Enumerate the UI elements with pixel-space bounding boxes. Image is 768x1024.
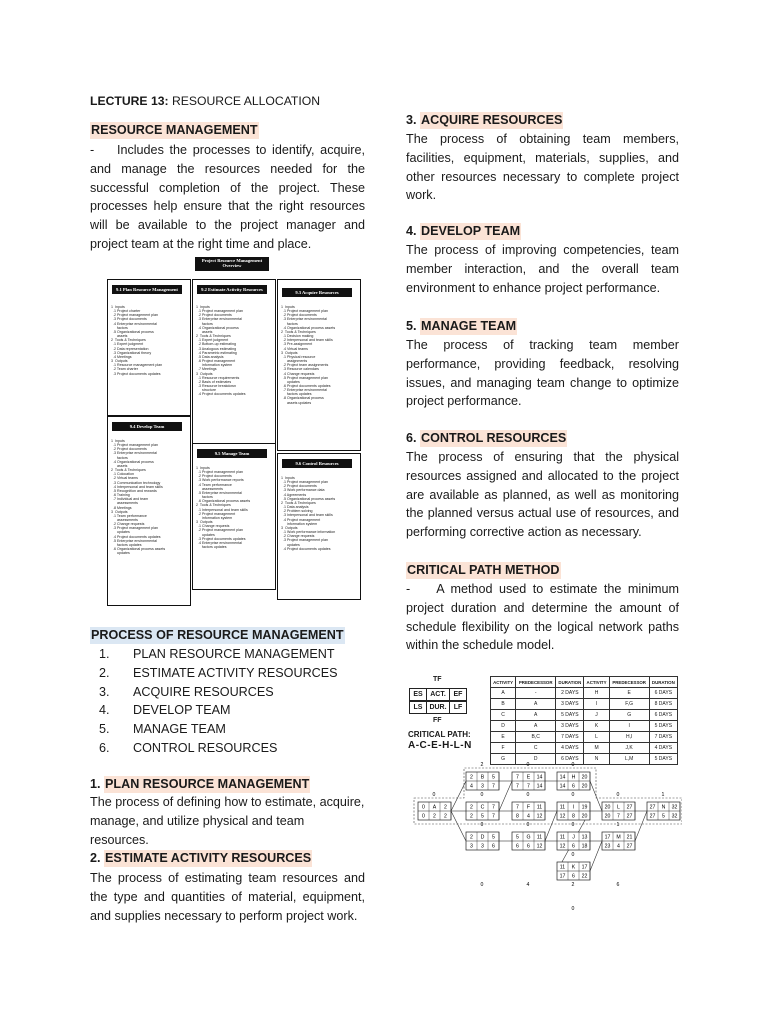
box-acquire-head: 9.3 Acquire Resources — [282, 288, 352, 297]
node-bottom-value: 12 — [536, 813, 543, 820]
process-list — [90, 645, 365, 758]
legend-act: ACT. — [426, 688, 450, 701]
float-value: 0 — [480, 882, 484, 888]
node-top-value: 11 — [536, 804, 543, 811]
table-cell: D — [516, 754, 556, 765]
section-number: 2. — [90, 851, 101, 865]
section-number: 3. — [406, 113, 417, 127]
table-cell: 2 DAYS — [556, 688, 584, 699]
node-bottom-value: 5 — [662, 813, 665, 820]
node-bottom-value: 12 — [559, 843, 566, 850]
table-cell: E — [609, 688, 649, 699]
node-top-value: 19 — [581, 804, 588, 811]
table-cell: G — [609, 710, 649, 721]
legend-ls: LS — [409, 701, 427, 714]
process-heading: PROCESS OF RESOURCE MANAGEMENT — [91, 628, 344, 642]
table-cell: 4 DAYS — [649, 743, 677, 754]
table-cell: 6 DAYS — [649, 710, 677, 721]
table-cell: 3 DAYS — [556, 699, 584, 710]
node-bottom-value: 6 — [516, 843, 519, 850]
critical-path-outline — [414, 768, 682, 824]
node-bottom-value: 6 — [572, 783, 575, 790]
resource-management-section — [90, 121, 365, 254]
section-body: The process of defining how to estimate, acquire, manage, and utilize physical and team resources. — [90, 795, 365, 847]
node-bottom-value: 6 — [527, 843, 530, 850]
node-bottom-value: 18 — [581, 843, 588, 850]
float-value: 0 — [571, 762, 575, 768]
node-top-value: 17 — [604, 834, 611, 841]
box-manage-head: 9.5 Manage Team — [197, 449, 267, 458]
legend-ff: FF — [433, 717, 442, 724]
process-item: 6. CONTROL RESOURCES — [113, 739, 365, 758]
node-top-value: 5 — [492, 834, 495, 841]
node-top-value: 11 — [559, 834, 566, 841]
box-control-head: 9.6 Control Resources — [282, 459, 352, 468]
box-develop-items: 1 Inputs .1 Project management plan .2 Project documents .3 Enterprise environmental factors .4 Organizational process assets 2 Tools & Techniques .1 Colocation .2 Virtual teams .3 Communication technology .4 Interpersonal and team skills .5 Recognition and rewards .6 Training .7 Individual and team assessments .8 Meetings 3 Outputs .1 Team performance assessments .2 Change requests .3 Project management plan updates .4 Project documents updates .5 Enterprise environmental factors updates .6 Organizational process assets updates — [111, 439, 166, 556]
table-row — [491, 743, 678, 754]
node-bottom-value: 7 — [617, 813, 620, 820]
float-value: 0 — [571, 852, 575, 858]
legend-dur: DUR. — [426, 701, 450, 714]
node-top-value: 14 — [559, 774, 566, 781]
node-bottom-value: 5 — [481, 813, 484, 820]
float-value: 0 — [571, 822, 575, 828]
float-value: 4 — [526, 882, 530, 888]
node-top-value: H — [571, 774, 576, 781]
box-control-resources — [277, 453, 361, 600]
table-header: ACTIVITY — [584, 677, 609, 688]
node-top-value: 20 — [581, 774, 588, 781]
cpm-heading: CRITICAL PATH METHOD — [407, 563, 560, 577]
node-bottom-value: 27 — [626, 813, 633, 820]
table-cell: 3 DAYS — [556, 721, 584, 732]
process-item: 5. MANAGE TEAM — [113, 720, 365, 739]
table-row — [491, 710, 678, 721]
network-link — [635, 811, 647, 841]
node-bottom-value: 6 — [572, 873, 575, 880]
float-value: 1 — [661, 792, 665, 798]
table-cell: F — [491, 743, 516, 754]
node-top-value: 11 — [536, 834, 543, 841]
table-header: DURATION — [649, 677, 677, 688]
box-control-items: 1 Inputs .1 Project management plan .2 Project documents .3 Work performance data .4 Agreements .5 Organizational process assets 2 Tools & Techniques .1 Data analysis .2 Problem solving .3 Interpersonal and team skills .4 Project management information system 3 Outputs .1 Work performance information .2 Change requests .3 Project management plan updates .4 Project documents updates — [281, 476, 336, 551]
critical-path-value: A-C-E-H-L-N — [408, 740, 472, 751]
legend-ef: EF — [449, 688, 467, 701]
table-cell: H — [584, 688, 609, 699]
node-bottom-value: 12 — [536, 843, 543, 850]
node-bottom-value: 0 — [422, 813, 425, 820]
node-bottom-value: 7 — [516, 783, 519, 790]
float-value: 0 — [526, 822, 530, 828]
table-cell: I — [609, 721, 649, 732]
table-header: PREDECESSOR — [516, 677, 556, 688]
node-top-value: A — [432, 804, 437, 811]
table-cell: M — [584, 743, 609, 754]
table-cell: K — [584, 721, 609, 732]
table-cell: J — [584, 710, 609, 721]
node-bottom-value: 6 — [572, 843, 575, 850]
node-bottom-value: 14 — [559, 783, 566, 790]
node-bottom-value: 7 — [492, 813, 495, 820]
section-critical-path-method — [406, 561, 679, 655]
node-top-value: 11 — [559, 804, 566, 811]
node-top-value: 7 — [516, 774, 519, 781]
node-bottom-value: 27 — [626, 843, 633, 850]
network-link — [451, 781, 466, 811]
box-manage-team — [192, 443, 276, 590]
float-value: 0 — [571, 906, 575, 912]
cpm-body: - A method used to estimate the minimum project duration and determine the amount of schedule flexibility on the logical network paths within the schedule model. — [406, 582, 679, 653]
node-bottom-value: 3 — [481, 783, 484, 790]
node-bottom-value: 3 — [481, 843, 484, 850]
resource-management-heading: RESOURCE MANAGEMENT — [91, 123, 258, 137]
float-value: 0 — [480, 792, 484, 798]
table-cell: L — [584, 732, 609, 743]
process-item: 1. PLAN RESOURCE MANAGEMENT — [113, 645, 365, 664]
node-bottom-value: 23 — [604, 843, 611, 850]
node-bottom-value: 4 — [470, 783, 473, 790]
section-acquire-resources — [406, 112, 679, 205]
box-plan-resource-management — [107, 279, 191, 416]
float-value: 2 — [480, 762, 484, 768]
network-link — [499, 781, 512, 811]
node-top-value: 27 — [626, 804, 633, 811]
network-link — [590, 841, 602, 871]
resource-management-body: - Includes the processes to identify, acquire, and manage the resources needed for the successful completion of the project. These processes help ensure that the right resources will be available to the project manager and project team at the right time and place. — [90, 143, 365, 251]
node-top-value: L — [617, 804, 620, 811]
node-bottom-value: 3 — [470, 843, 473, 850]
node-bottom-value: 20 — [604, 813, 611, 820]
process-item: 2. ESTIMATE ACTIVITY RESOURCES — [113, 664, 365, 683]
table-cell: 5 DAYS — [649, 754, 677, 765]
float-value: 2 — [571, 882, 575, 888]
section-develop-team — [406, 223, 679, 297]
float-value: 0 — [571, 792, 575, 798]
box-estimate-items: 1 Inputs .1 Project management plan .2 Project documents .3 Enterprise environmental factors .4 Organizational process assets 2 Tools & Techniques .1 Expert judgment .2 Bottom-up estimating .3 Analogous estimating .4 Parametric estimating .5 Data analysis .6 Project management information system .7 Meetings 3 Outputs .1 Resource requirements .2 Basis of estimates .3 Resource breakdown structure .4 Project documents updates — [196, 305, 246, 397]
float-value: 0 — [526, 792, 530, 798]
node-bottom-value: 2 — [470, 813, 473, 820]
node-top-value: 17 — [581, 864, 588, 871]
section-number: 5. — [406, 319, 417, 333]
node-bottom-value: 14 — [536, 783, 543, 790]
node-top-value: 7 — [492, 804, 495, 811]
table-cell: B — [491, 699, 516, 710]
node-top-value: I — [572, 804, 575, 811]
section-body: The process of estimating team resources and the type and quantities of material, equipment, and supplies necessary to perform project work. — [90, 871, 365, 923]
legend-tf: TF — [433, 676, 442, 683]
section-manage-team — [406, 318, 679, 411]
section-body: The process of ensuring that the physical resources assigned and allocated to the project are available as planned, as well as monitoring the planned versus actual use of resources, and performing corrective action as necessary. — [406, 450, 679, 540]
node-bottom-value: 6 — [492, 843, 495, 850]
box-acquire-resources — [277, 279, 361, 451]
lecture-label: LECTURE 13: — [90, 94, 169, 108]
process-item: 4. DEVELOP TEAM — [113, 701, 365, 720]
section-plan-resource-management — [90, 776, 365, 849]
node-bottom-value: 27 — [649, 813, 656, 820]
critical-path-label: CRITICAL PATH: — [408, 730, 471, 739]
table-cell: L,M — [609, 754, 649, 765]
table-header: ACTIVITY — [491, 677, 516, 688]
table-cell: G — [491, 754, 516, 765]
section-heading: ESTIMATE ACTIVITY RESOURCES — [105, 851, 312, 865]
node-top-value: 7 — [516, 804, 519, 811]
node-top-value: B — [480, 774, 485, 781]
table-header: PREDECESSOR — [609, 677, 649, 688]
node-top-value: 2 — [444, 804, 447, 811]
node-top-value: 5 — [516, 834, 519, 841]
table-cell: 6 DAYS — [556, 754, 584, 765]
table-header: DURATION — [556, 677, 584, 688]
table-cell: F,G — [609, 699, 649, 710]
table-cell: H,I — [609, 732, 649, 743]
node-top-value: 32 — [671, 804, 678, 811]
section-number: 4. — [406, 224, 417, 238]
network-link — [451, 811, 466, 841]
overview-title: Project Resource Management Overview — [195, 257, 269, 271]
node-top-value: 20 — [604, 804, 611, 811]
activity-table — [490, 676, 678, 765]
table-cell: J,K — [609, 743, 649, 754]
node-top-value: 2 — [470, 834, 473, 841]
section-heading: ACQUIRE RESOURCES — [421, 113, 563, 127]
section-estimate-activity-resources — [90, 850, 365, 925]
table-cell: 8 DAYS — [649, 699, 677, 710]
table-cell: - — [516, 688, 556, 699]
table-cell: C — [491, 710, 516, 721]
table-cell: A — [516, 721, 556, 732]
node-top-value: 14 — [536, 774, 543, 781]
section-heading: MANAGE TEAM — [421, 319, 517, 333]
table-cell: E — [491, 732, 516, 743]
table-cell: A — [516, 710, 556, 721]
float-value: 0 — [480, 822, 484, 828]
float-value: 0 — [526, 762, 530, 768]
process-section — [90, 626, 365, 758]
section-heading: CONTROL RESOURCES — [421, 431, 567, 445]
table-cell: D — [491, 721, 516, 732]
node-bottom-value: 20 — [581, 813, 588, 820]
float-value: 1 — [616, 822, 620, 828]
node-bottom-value: 7 — [492, 783, 495, 790]
node-bottom-value: 2 — [433, 813, 436, 820]
lecture-title — [90, 94, 320, 108]
network-link — [545, 811, 557, 841]
table-cell: 7 DAYS — [649, 732, 677, 743]
node-bottom-value: 2 — [444, 813, 447, 820]
table-row — [491, 688, 678, 699]
table-cell: B,C — [516, 732, 556, 743]
node-top-value: 13 — [581, 834, 588, 841]
table-cell: I — [584, 699, 609, 710]
node-top-value: G — [526, 834, 531, 841]
node-top-value: 2 — [470, 774, 473, 781]
node-bottom-value: 22 — [581, 873, 588, 880]
table-cell: 5 DAYS — [556, 710, 584, 721]
table-row — [491, 699, 678, 710]
node-top-value: J — [572, 834, 575, 841]
section-heading: PLAN RESOURCE MANAGEMENT — [105, 777, 310, 791]
float-value: 6 — [616, 882, 620, 888]
resource-overview-diagram — [107, 257, 359, 607]
node-bottom-value: 17 — [559, 873, 566, 880]
node-bottom-value: 20 — [581, 783, 588, 790]
node-bottom-value: 8 — [572, 813, 575, 820]
table-row — [491, 732, 678, 743]
float-value: 0 — [616, 792, 620, 798]
node-top-value: M — [616, 834, 621, 841]
box-plan-head: 9.1 Plan Resource Management — [112, 285, 182, 294]
node-bottom-value: 7 — [527, 783, 530, 790]
box-acquire-items: 1 Inputs .1 Project management plan .2 Project documents .3 Enterprise environmental factors .4 Organizational process assets 2 Tools & Techniques .1 Decision making .2 Interpersonal and team skills .3 Pre-assignment .4 Virtual teams 3 Outputs .1 Physical resource assignments .2 Project team assignments .3 Resource calendars .4 Change requests .5 Project management plan updates .6 Project documents updates .7 Enterprise environmental factors updates .8 Organizational process assets updates — [281, 305, 336, 405]
cpm-figure — [406, 672, 682, 918]
section-number: 1. — [90, 777, 101, 791]
node-top-value: 27 — [649, 804, 656, 811]
node-bottom-value: 8 — [516, 813, 519, 820]
section-control-resources — [406, 430, 679, 542]
legend-lf: LF — [449, 701, 467, 714]
node-bottom-value: 4 — [527, 813, 530, 820]
node-top-value: C — [480, 804, 485, 811]
float-value: 0 — [432, 792, 436, 798]
process-item: 3. ACQUIRE RESOURCES — [113, 683, 365, 702]
box-manage-items: 1 Inputs .1 Project management plan .2 Project documents .3 Work performance reports .4 Team performance assessments .5 Enterprise environmental factors .6 Organizational process assets 2 Tools & Techniques .1 Interpersonal and team skills .2 Project management information system 3 Outputs .1 Change requests .2 Project management plan updates .3 Project documents updates .4 Enterprise environmental factors updates — [196, 466, 251, 549]
table-row — [491, 721, 678, 732]
node-bottom-value: 32 — [671, 813, 678, 820]
network-diagram — [406, 760, 682, 916]
lecture-topic: RESOURCE ALLOCATION — [171, 94, 321, 108]
node-top-value: 11 — [559, 864, 566, 871]
box-develop-team — [107, 416, 191, 606]
node-bottom-value: 12 — [559, 813, 566, 820]
box-estimate-head: 9.2 Estimate Activity Resources — [197, 285, 267, 294]
node-top-value: 0 — [422, 804, 425, 811]
box-plan-items: 1 Inputs .1 Project charter .2 Project management plan .3 Project documents .4 Enterprise environmental factors .5 Organizational process assets 2 Tools & Techniques .1 Expert judgment .2 Data representation .3 Organizational theory .4 Meetings 3 Outputs .1 Resource management plan .2 Team charter .3 Project documents updates — [111, 305, 163, 376]
node-top-value: N — [661, 804, 666, 811]
node-top-value: K — [571, 864, 576, 871]
table-cell: A — [491, 688, 516, 699]
node-top-value: E — [526, 774, 531, 781]
section-body: The process of tracking team member performance, providing feedback, resolving issues, and managing team change to optimize project performance. — [406, 338, 679, 409]
node-top-value: 5 — [492, 774, 495, 781]
node-top-value: F — [526, 804, 531, 811]
table-cell: A — [516, 699, 556, 710]
section-body: The process of obtaining team members, facilities, equipment, materials, supplies, and other resources necessary to complete project work. — [406, 132, 679, 203]
node-top-value: D — [480, 834, 485, 841]
box-develop-head: 9.4 Develop Team — [112, 422, 182, 431]
node-bottom-value: 4 — [617, 843, 620, 850]
node-top-value: 2 — [470, 804, 473, 811]
node-top-value: 21 — [626, 834, 633, 841]
legend-es: ES — [409, 688, 427, 701]
section-number: 6. — [406, 431, 417, 445]
table-cell: 4 DAYS — [556, 743, 584, 754]
table-cell: N — [584, 754, 609, 765]
table-cell: C — [516, 743, 556, 754]
box-estimate-activity-resources — [192, 279, 276, 451]
table-cell: 5 DAYS — [649, 721, 677, 732]
table-cell: 7 DAYS — [556, 732, 584, 743]
section-heading: DEVELOP TEAM — [421, 224, 521, 238]
table-cell: 6 DAYS — [649, 688, 677, 699]
section-body: The process of improving competencies, team member interaction, and the overall team environment to enhance project performance. — [406, 243, 679, 295]
